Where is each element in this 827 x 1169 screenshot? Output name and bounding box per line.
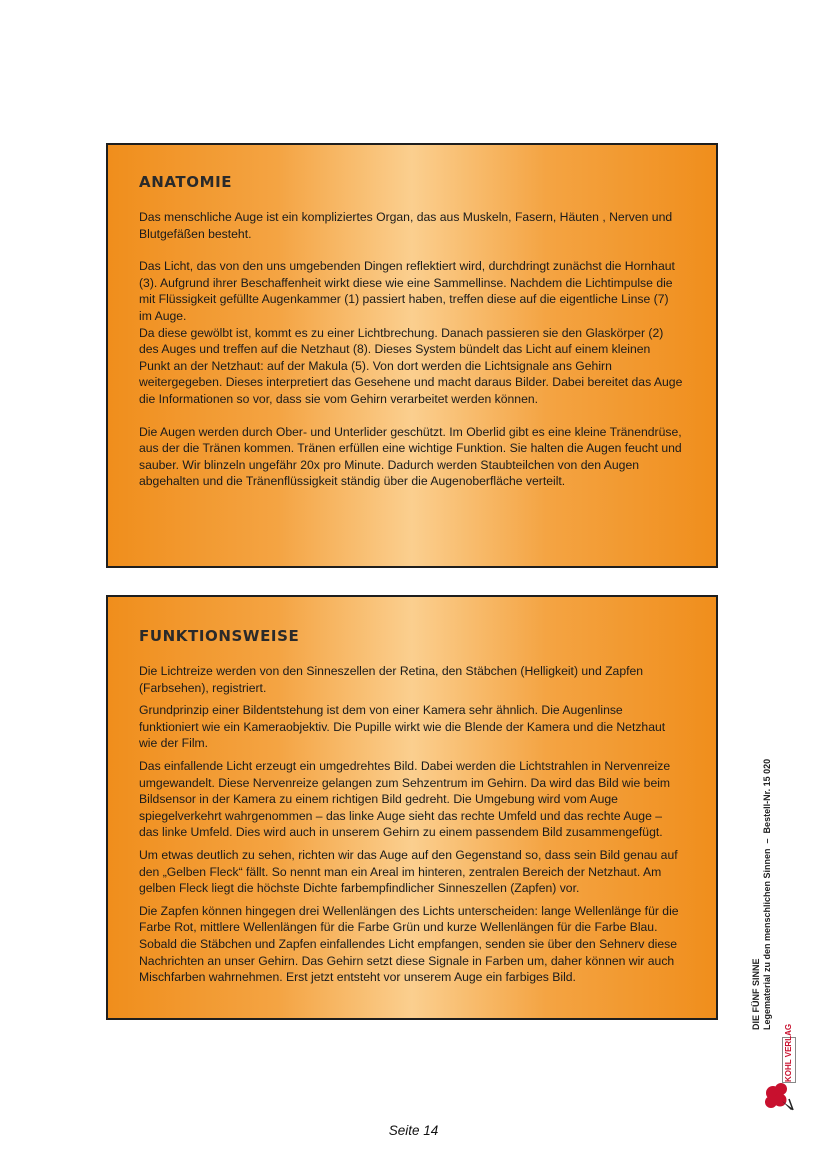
kohl-verlag-logo [762,1023,800,1111]
section-title-anatomie: ANATOMIE [139,173,233,191]
sidebar-series-info [751,730,795,1030]
funktionsweise-card [106,595,718,1020]
anatomie-paragraph-2: Das Licht, das von den uns umgebenden Dingen reflektiert wird, durchdringt zunächst die Hornhaut (3). Aufgrund ihrer Beschaffenheit wirkt diese wie eine Sammellinse. Nachdem die Lichtimpulse die mit Flüssigkeit gefüllte Augenkammer (1) passiert haben, treffen diese auf die eigentliche Linse (7) im Auge. [139,259,675,323]
sidebar-order-number: Bestell-Nr. 15 020 [762,758,772,834]
anatomie-paragraph-3: Da diese gewölbt ist, kommt es zu einer Lichtbrechung. Danach passieren sie den Glaskörper (2) des Auges und treffen auf die Netzhaut (8). Dieses System bündelt das Licht auf einem kleinen Punkt an der Netzhaut: auf der Makula (5). Von dort werden die Lichtsignale ans Gehirn weitergegeben. Dieses interpretiert das Gesehene und macht daraus Bilder. Dabei bereitet das Auge die Informationen so vor, dass sie vom Gehirn verarbeitet werden können. [139,325,683,406]
funktionsweise-paragraph-5: Die Zapfen können hingegen drei Wellenlängen des Lichts unterscheiden: lange Wellenlänge für die Farbe Rot, mittlere Wellenlängen für die Farbe Grün und kurze Wellenlängen für die Farbe Blau. Sobald die Stäbchen und Zapfen einfallendes Licht empfangen, senden sie über den Sehnerv diese Nachrichten an unser Gehirn. Das Gehirn setzt diese Signale in Farben um, daher können wir auch Mischfarben wahrnehmen. Erst jetzt entsteht vor unserem Auge ein farbiges Bild. [139,903,679,985]
funktionsweise-paragraph-4: Um etwas deutlich zu sehen, richten wir das Auge auf den Gegenstand so, dass sein Bild genau auf den „Gelben Fleck“ fällt. So nennt man ein Areal im hinteren, zentralen Bereich der Netzhaut. Am gelben Fleck liegt die höchste Dichte farbempfindlicher Sinneszellen (Zapfen) vor. [139,847,678,896]
sidebar-subtitle: Legematerial zu den menschlichen Sinnen [762,848,772,1030]
funktionsweise-paragraph-2: Grundprinzip einer Bildentstehung ist dem von einer Kamera sehr ähnlich. Die Augenlinse funktioniert wie ein Kameraobjektiv. Die Pupille wirkt wie die Blende der Kamera und die Netzhaut wie der Film. [139,703,666,751]
anatomie-card [106,143,718,568]
logo-tree-icon [762,1081,800,1111]
anatomie-paragraph-1: Das menschliche Auge ist ein kompliziertes Organ, das aus Muskeln, Fasern, Häuten , Nerven und Blutgefäßen besteht. [139,210,673,241]
sidebar-dash: – [762,838,772,844]
page-number: Seite 14 [388,1123,439,1138]
funktionsweise-paragraph-3: Das einfallende Licht erzeugt ein umgedrehtes Bild. Dabei werden die Lichtstrahlen in Nervenreize umgewandelt. Diese Nervenreize gelangen zum Sehzentrum im Gehirn. Da wird das Bild wie beim Bildsensor in der Kamera zu einem richtigen Bild gedreht. Die Umgebung wird vom Auge spiegelverkehrt wahrgenommen – das linke Auge sieht das rechte Umfeld und das rechte Auge – das linke Umfeld. Dies wird auch in unserem Gehirn zu einem passendem Bild zusammengefügt. [139,758,671,840]
funktionsweise-paragraph-1: Die Lichtreize werden von den Sinneszellen der Retina, den Stäbchen (Helligkeit) und Zapfen (Farbsehen), registriert. [139,664,644,695]
sidebar-series-title: DIE FÜNF SINNE [751,958,761,1030]
logo-brand-text: KOHL VERLAG [784,1023,793,1082]
sidebar-subtitle-line [762,730,773,1030]
section-title-funktionsweise: FUNKTIONSWEISE [139,627,300,645]
anatomie-paragraph-4: Die Augen werden durch Ober- und Unterlider geschützt. Im Oberlid gibt es eine kleine Tränendrüse, aus der die Tränen kommen. Tränen erfüllen eine wichtige Funktion. Sie halten die Augen feucht und sauber. Wir blinzeln ungefähr 20x pro Minute. Dadurch werden Staubteilchen von den Augen abgehalten und die Tränenflüssigkeit ständig über die Augenoberfläche verteilt. [139,424,682,489]
